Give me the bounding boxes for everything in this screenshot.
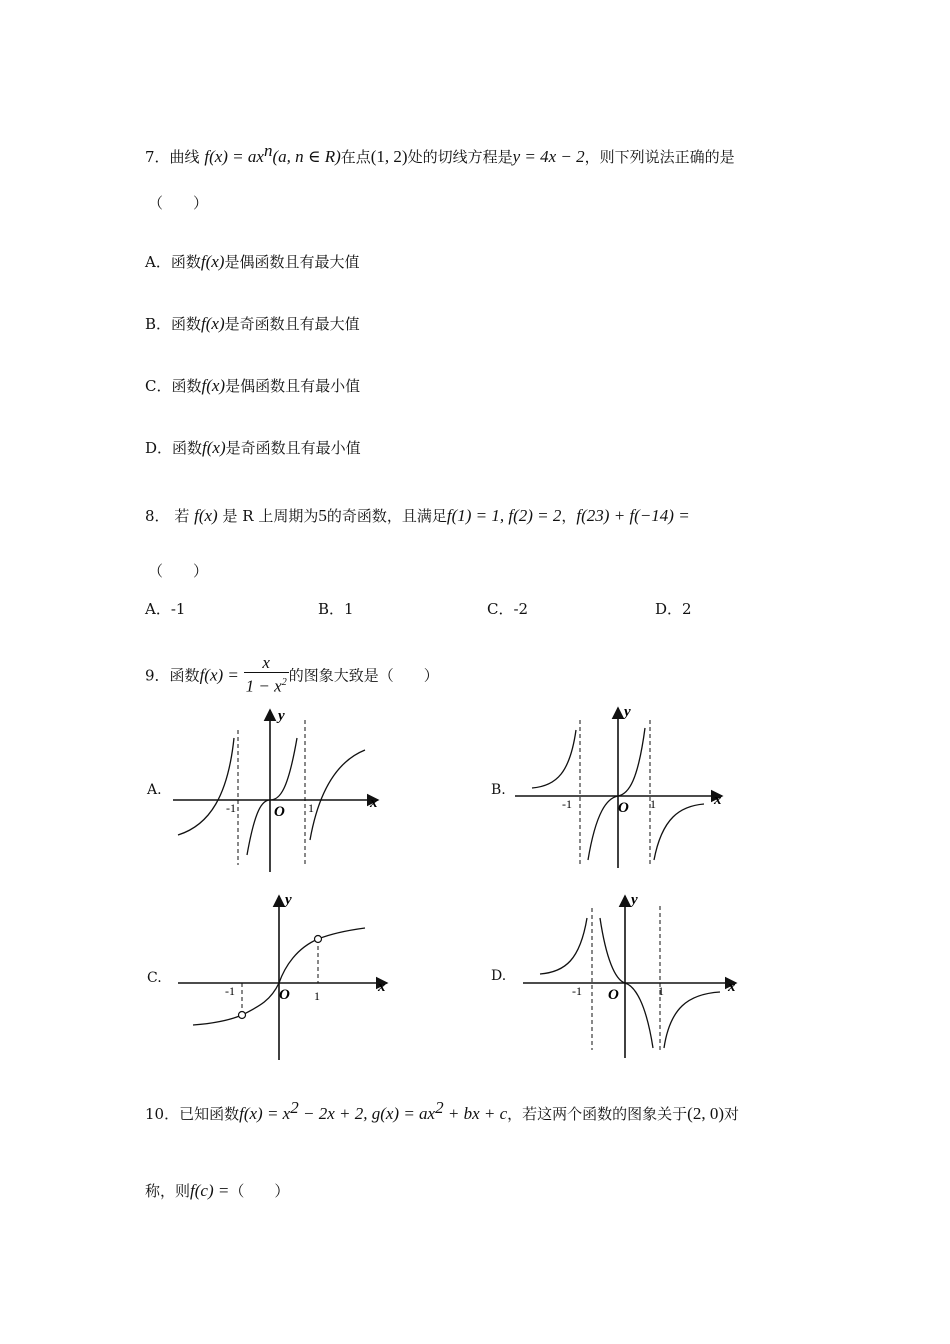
q7-point: (1, 2) — [370, 147, 408, 166]
curve-middle — [247, 738, 297, 855]
q8-comma: ， — [561, 507, 577, 525]
graph-b-letter: B. — [491, 782, 506, 798]
option-pre: 函数 — [171, 315, 202, 333]
q9-stem — [145, 655, 439, 698]
q8-number: 8． — [145, 507, 170, 525]
graph-b — [512, 700, 732, 880]
q8-function: f(x) — [194, 506, 218, 525]
label-pos1: 1 — [308, 801, 314, 815]
q8-stem — [145, 505, 690, 527]
label-origin: O — [279, 987, 290, 1003]
label-pos1: 1 — [658, 984, 664, 998]
q10-point: (2, 0) — [687, 1104, 724, 1123]
label-y: y — [631, 892, 638, 908]
q10-answer-paren: （ ） — [229, 1182, 290, 1200]
graph-c-letter: C. — [147, 970, 162, 986]
option-function: f(x) — [200, 252, 225, 271]
option-text: 是偶函数且有最小值 — [225, 377, 361, 395]
option-letter: D． — [145, 439, 173, 457]
label-neg1: -1 — [225, 984, 235, 998]
curve-right — [664, 992, 720, 1048]
label-neg1: -1 — [572, 984, 582, 998]
q8-option-a: A．-1 — [145, 600, 186, 618]
open-point-left — [239, 1012, 246, 1019]
label-x: x — [728, 979, 736, 995]
curve-left — [540, 918, 587, 974]
q10-tail: 对 — [723, 1105, 739, 1123]
q9-pre: 函数 — [169, 666, 200, 685]
curve-left — [532, 730, 576, 788]
open-point-right — [315, 936, 322, 943]
option-pre: 函数 — [171, 377, 202, 395]
q7-number: 7． — [145, 148, 170, 166]
q8-condition: f(1) = 1, f(2) = 2 — [446, 506, 562, 525]
label-origin: O — [618, 800, 629, 816]
q8-text1: 若 — [174, 507, 190, 525]
q8-period: 5 — [318, 506, 327, 525]
option-function: f(x) — [201, 314, 225, 333]
option-function: f(x) — [202, 438, 226, 457]
label-origin: O — [274, 804, 285, 820]
option-text: 是偶函数且有最大值 — [224, 253, 360, 271]
q7-lead: 曲线 — [169, 148, 200, 166]
q7-function: f(x) = ax — [204, 147, 264, 166]
q10-g-rest: + bx + c — [443, 1104, 508, 1123]
q9-fraction — [244, 653, 289, 696]
q10-number: 10． — [145, 1105, 180, 1123]
q10-stem — [145, 1097, 739, 1125]
graph-a-letter: A. — [147, 782, 162, 798]
option-letter: A． — [145, 253, 171, 271]
q10-fc: f(c) = — [190, 1181, 230, 1200]
q9-number: 9． — [145, 666, 170, 685]
label-y: y — [624, 704, 631, 720]
label-neg1: -1 — [562, 797, 572, 811]
q9-denominator: $1 - x^2$ — [245, 676, 287, 696]
graph-c — [175, 888, 395, 1063]
q8-text2: 是 R 上周期为 — [222, 507, 319, 525]
graph-d — [520, 888, 745, 1063]
q7-stem — [145, 140, 735, 168]
q10-f-exp: 2 — [290, 1098, 299, 1117]
q9-numerator: x — [244, 653, 289, 673]
q7-tail: ，则下列说法正确的是 — [584, 148, 735, 166]
label-y: y — [285, 892, 292, 908]
q9-function: f(x) = — [199, 665, 239, 685]
q8-expression: f(23) + f(−14) = — [576, 506, 690, 525]
q10-mid: ，若这两个函数的图象关于 — [507, 1105, 688, 1123]
q10-pre: 已知函数 — [179, 1105, 240, 1123]
curve-right — [310, 750, 365, 840]
q10-g-exp: 2 — [435, 1098, 444, 1117]
label-x: x — [714, 792, 722, 808]
option-pre: 函数 — [172, 439, 203, 457]
label-origin: O — [608, 987, 619, 1003]
graph-a — [170, 700, 390, 880]
option-text: 是奇函数且有最大值 — [224, 315, 360, 333]
q8-option-c: C．-2 — [487, 600, 529, 618]
q7-answer-paren: （ ） — [148, 194, 209, 212]
option-pre: 函数 — [170, 253, 201, 271]
q7-tangent: y = 4x − 2 — [512, 147, 585, 166]
curve-middle — [588, 728, 645, 860]
q8-text3: 的奇函数，且满足 — [326, 507, 447, 525]
option-letter: C． — [145, 377, 172, 395]
q8-option-b: B．1 — [318, 600, 354, 618]
option-text: 是奇函数且有最小值 — [225, 439, 361, 457]
label-pos1: 1 — [314, 989, 320, 1003]
option-function: f(x) — [201, 376, 226, 395]
q10-f-def: f(x) = x — [239, 1104, 291, 1123]
q7-mid1: 在点 — [340, 148, 371, 166]
label-pos1: 1 — [650, 797, 656, 811]
q7-option-c — [145, 375, 360, 397]
label-y: y — [278, 708, 285, 724]
label-x: x — [370, 795, 378, 811]
curve-right — [654, 804, 704, 860]
q7-exponent: n — [263, 141, 273, 160]
q7-mid2: 处的切线方程是 — [407, 148, 513, 166]
option-letter: B． — [145, 315, 172, 333]
q8-answer-paren: （ ） — [148, 562, 209, 580]
graph-d-letter: D. — [491, 968, 507, 984]
q7-option-a — [145, 251, 359, 273]
curve-left — [178, 738, 234, 835]
q10-line2 — [145, 1180, 289, 1202]
q7-option-b — [145, 313, 360, 335]
label-x: x — [378, 979, 386, 995]
q7-option-d — [145, 437, 361, 459]
q10-line2-text: 称，则 — [145, 1182, 191, 1200]
q10-f-rest: − 2x + 2, g(x) = ax — [298, 1104, 436, 1123]
q7-condition: (a, n ∈ R) — [272, 147, 341, 166]
label-neg1: -1 — [226, 801, 236, 815]
q8-option-d: D．2 — [655, 600, 692, 618]
q9-tail: 的图象大致是（ ） — [288, 666, 439, 685]
